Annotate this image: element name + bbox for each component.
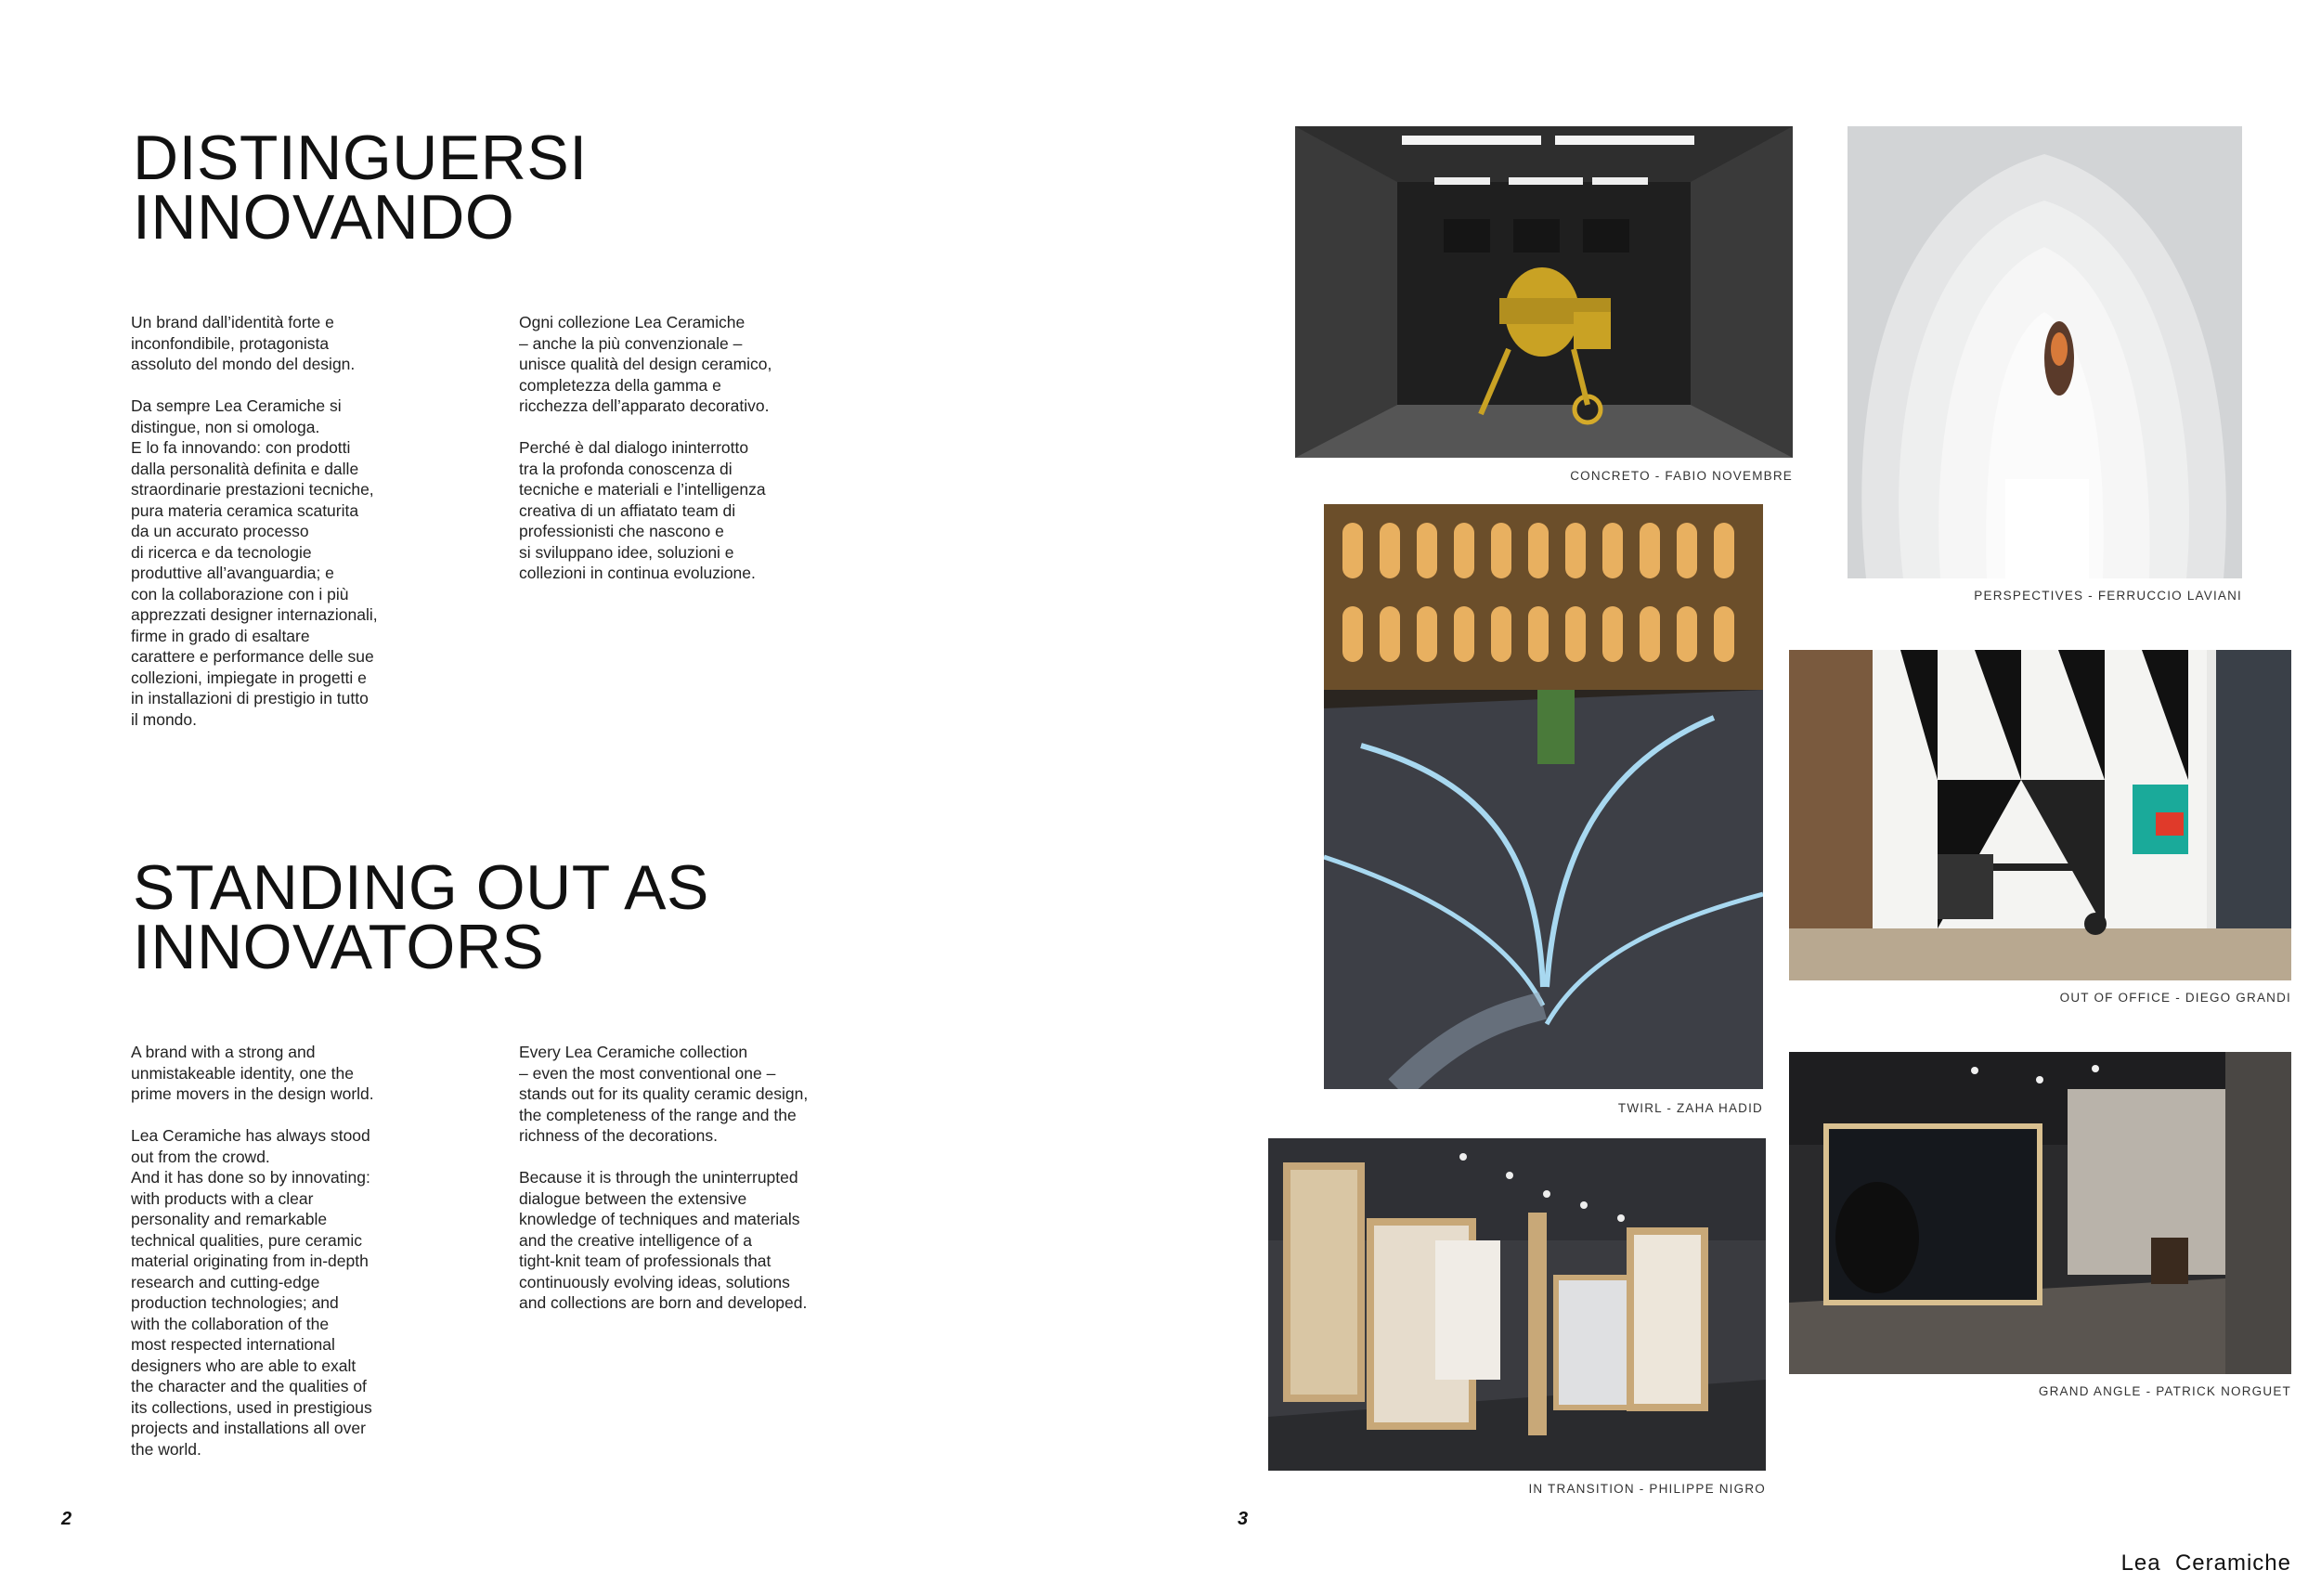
english-title: STANDING OUT AS INNOVATORS: [133, 852, 709, 982]
page-number-left: 2: [61, 1509, 72, 1529]
english-column-1: A brand with a strong and unmistakeable identity, one the prime movers in the design world. Lea Ceramiche has always stood out from the crowd. And it has done so by innovating: with products with a clear personality and remarkable technical qualities, pure ceramic material originating from in-depth research and cutting-edge production technologies; and with the collaboration of the most respected international designers who are able to exalt the character and the qualities of its collections, used in prestigious projects and installations all over the world.: [131, 1043, 374, 1459]
concreto-caption: CONCRETO - FABIO NOVEMBRE: [1570, 469, 1793, 483]
perspectives-caption: PERSPECTIVES - FERRUCCIO LAVIANI: [1974, 589, 2242, 603]
brand-logo: Lea Ceramiche: [2120, 1551, 2291, 1576]
italian-title: DISTINGUERSI INNOVANDO: [133, 123, 588, 253]
english-column-2: Every Lea Ceramiche collection – even the most conventional one – stands out for its quality ceramic design, the completeness of the range and the richness of the decorations. Because it is through the uninterrupted dialogue between the extensive knowledge of techniques and materials and the creative intelligence of a tight-knit team of professionals that continuously evolving ideas, solutions and collections are born and developed.: [519, 1043, 809, 1312]
concreto-photo: [1295, 126, 1793, 458]
grand-angle-photo: [1789, 1052, 2291, 1374]
out-of-office-photo: [1789, 650, 2291, 980]
in-transition-photo: [1268, 1138, 1766, 1471]
grand-angle-caption: GRAND ANGLE - PATRICK NORGUET: [2038, 1384, 2291, 1398]
perspectives-photo: [1848, 126, 2242, 578]
italian-column-1: Un brand dall’identità forte e inconfondibile, protagonista assoluto del mondo del design. Da sempre Lea Ceramiche si distingue, non si omologa. E lo fa innovando: con prodotti dalla personalità definita e dalle straordinarie prestazioni tecniche, pura materia ceramica scaturita da un accurato processo di ricerca e da tecnologie produttive all’avanguardia; e con la collaborazione con i più apprezzati designer internazionali, firme in grado di esaltare carattere e performance delle sue collezioni, impiegate in progetti e in installazioni di prestigio in tutto il mondo.: [131, 313, 378, 729]
page-number-right: 3: [1238, 1509, 1249, 1529]
italian-column-2: Ogni collezione Lea Ceramiche – anche la più convenzionale – unisce qualità del design ceramico, completezza della gamma e ricchezza dell’apparato decorativo. Perché è dal dialogo ininterrotto tra la profonda conoscenza di tecniche e materiali e l’intelligenza creativa di un affiatato team di professionisti che nascono e si sviluppano idee, soluzioni e collezioni in continua evoluzione.: [519, 313, 772, 582]
out-of-office-caption: OUT OF OFFICE - DIEGO GRANDI: [2059, 991, 2291, 1005]
twirl-caption: TWIRL - ZAHA HADID: [1617, 1101, 1763, 1115]
twirl-photo: [1324, 504, 1763, 1089]
in-transition-caption: IN TRANSITION - PHILIPPE NIGRO: [1528, 1482, 1766, 1496]
